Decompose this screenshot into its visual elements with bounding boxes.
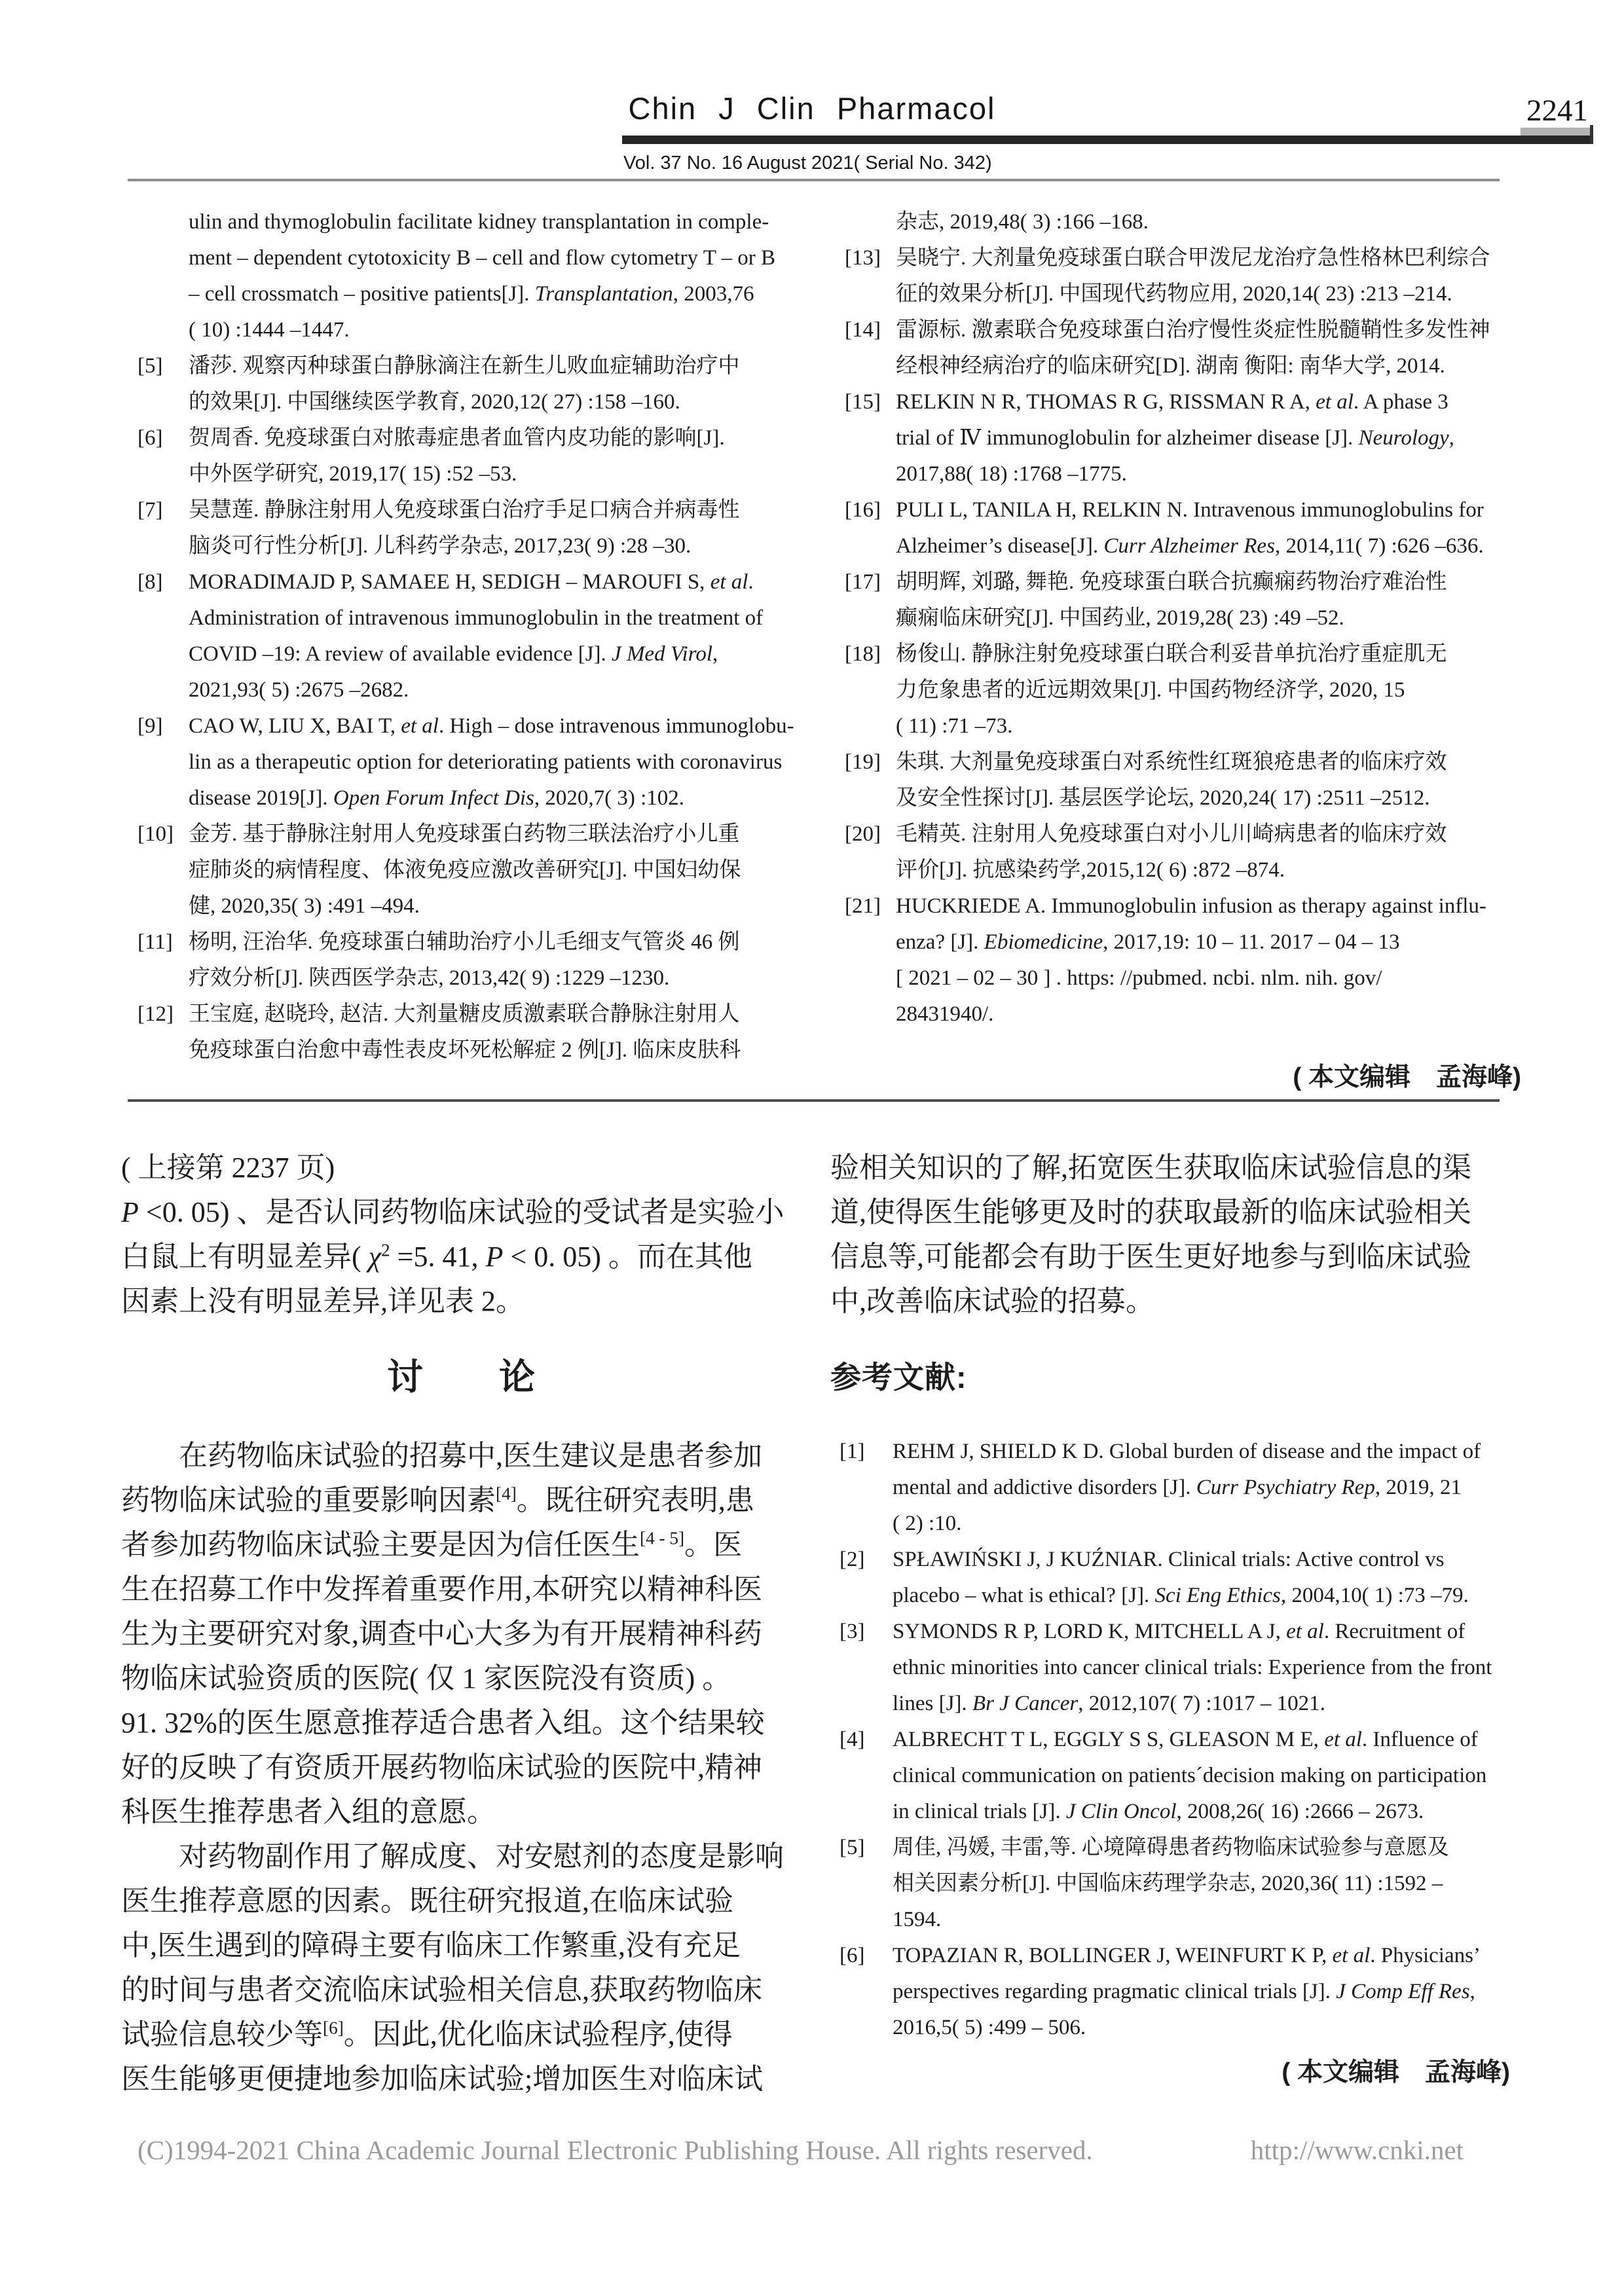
reference-line: 金芳. 基于静脉注射用人免疫球蛋白药物三联法治疗小儿重: [189, 822, 740, 846]
reference-line: MORADIMAJD P, SAMAEE H, SEDIGH – MAROUFI S, et al.: [189, 570, 754, 594]
reference-line: 1594.: [893, 1908, 942, 1931]
text-line: 因素上没有明显差异,详见表 2。: [121, 1285, 525, 1317]
reference-number: [18]: [845, 642, 881, 666]
reference-number: [4]: [840, 1728, 865, 1751]
discussion-text-continued: [830, 1146, 1511, 1324]
reference-entry: [830, 1542, 1511, 1614]
reference-entry: [838, 204, 1522, 240]
reference-line: 健, 2020,35( 3) :491 –494.: [189, 894, 420, 918]
reference-line: 力危象患者的近远期效果[J]. 中国药物经济学, 2020, 15: [896, 678, 1405, 702]
reference-line: lines [J]. Br J Cancer, 2012,107( 7) :1017 – 1021.: [893, 1692, 1325, 1715]
header-rule: [128, 179, 1500, 181]
reference-line: 王宝庭, 赵晓玲, 赵洁. 大剂量糖皮质激素联合静脉注射用人: [189, 1002, 740, 1026]
references-left-column: [131, 204, 796, 1068]
reference-number: [1]: [840, 1440, 865, 1463]
reference-number: [10]: [138, 822, 174, 846]
reference-entry: [838, 240, 1522, 312]
header-gray-chip: [1521, 128, 1590, 136]
reference-number: [16]: [845, 498, 881, 522]
reference-line: lin as a therapeutic option for deteriorating patients with coronavirus: [189, 750, 783, 774]
reference-entry: [131, 816, 796, 924]
reference-entry: [838, 888, 1522, 1032]
reference-line: RELKIN N R, THOMAS R G, RISSMAN R A, et al. A phase 3: [896, 390, 1449, 414]
reference-line: enza? [J]. Ebiomedicine, 2017,19: 10 – 11. 2017 – 04 – 13: [896, 930, 1400, 954]
text-line: 者参加药物临床试验主要是因为信任医生[4 - 5]。医: [121, 1528, 743, 1561]
reference-line: 吴晓宁. 大剂量免疫球蛋白联合甲泼尼龙治疗急性格林巴利综合: [896, 246, 1490, 270]
reference-line: trial of Ⅳ immunoglobulin for alzheimer disease [J]. Neurology,: [896, 426, 1454, 450]
reference-line: SPŁAWIŃSKI J, J KUŹNIAR. Clinical trials: Active control vs: [893, 1548, 1445, 1571]
reference-line: 免疫球蛋白治愈中毒性表皮坏死松解症 2 例[J]. 临床皮肤科: [189, 1038, 741, 1062]
reference-line: HUCKRIEDE A. Immunoglobulin infusion as therapy against influ-: [896, 894, 1486, 918]
reference-line: mental and addictive disorders [J]. Curr Psychiatry Rep, 2019, 21: [893, 1476, 1462, 1499]
reference-line: ( 2) :10.: [893, 1512, 962, 1535]
reference-entry: [131, 492, 796, 564]
reference-line: SYMONDS R P, LORD K, MITCHELL A J, et al. Recruitment of: [893, 1620, 1466, 1643]
text-line: 对药物副作用了解成度、对安慰剂的态度是影响: [121, 1840, 784, 1872]
text-line: 好的反映了有资质开展药物临床试验的医院中,精神: [121, 1751, 762, 1783]
reference-entry: [838, 564, 1522, 636]
reference-line: perspectives regarding pragmatic clinical trials [J]. J Comp Eff Res,: [893, 1980, 1475, 2003]
reference-line: 雷源标. 激素联合免疫球蛋白治疗慢性炎症性脱髓鞘性多发性神: [896, 318, 1490, 342]
reference-entry: [830, 1614, 1511, 1722]
reference-line: [ 2021 – 02 – 30 ] . https: //pubmed. ncbi. nlm. nih. gov/: [896, 966, 1382, 990]
reference-number: [5]: [138, 354, 163, 378]
reference-entry: [830, 1722, 1511, 1830]
reference-entry: [838, 384, 1522, 492]
continued-from-note: ( 上接第 2237 页): [121, 1152, 335, 1184]
reference-number: [15]: [845, 390, 881, 414]
reference-number: [8]: [138, 570, 163, 594]
reference-number: [7]: [138, 498, 163, 522]
reference-entry: [838, 816, 1522, 888]
text-line: 91. 32%的医生愿意推荐适合患者入组。这个结果较: [121, 1707, 765, 1739]
text-line: 医生能够更便捷地参加临床试验;增加医生对临床试: [121, 2063, 764, 2095]
header-black-bar: [622, 136, 1593, 144]
reference-line: 朱琪. 大剂量免疫球蛋白对系统性红斑狼疮患者的临床疗效: [896, 750, 1447, 774]
reference-number: [20]: [845, 822, 881, 846]
reference-line: 2021,93( 5) :2675 –2682.: [189, 678, 409, 702]
reference-line: 征的效果分析[J]. 中国现代药物应用, 2020,14( 23) :213 –214.: [896, 282, 1452, 306]
copyright-footer: [138, 2134, 1464, 2166]
references-list: [838, 204, 1522, 1032]
reference-number: [6]: [138, 426, 163, 450]
reference-line: COVID –19: A review of available evidence [J]. J Med Virol,: [189, 642, 718, 666]
reference-number: [21]: [845, 894, 881, 918]
section-divider-rule: [128, 1099, 1500, 1102]
article-references-list: [830, 1434, 1511, 2046]
reference-line: in clinical trials [J]. J Clin Oncol, 2008,26( 16) :2666 – 2673.: [893, 1800, 1424, 1823]
text-line: P <0. 05) 、是否认同药物临床试验的受试者是实验小: [121, 1196, 784, 1228]
reference-line: 胡明辉, 刘璐, 舞艳. 免疫球蛋白联合抗癫痫药物治疗难治性: [896, 570, 1447, 594]
reference-line: 症肺炎的病情程度、体液免疫应激改善研究[J]. 中国妇幼保: [189, 858, 741, 882]
reference-line: CAO W, LIU X, BAI T, et al. High – dose intravenous immunoglobu-: [189, 714, 794, 738]
text-line: 药物临床试验的重要影响因素[4]。既往研究表明,患: [121, 1484, 754, 1516]
cnki-url: http://www.cnki.net: [1250, 2135, 1464, 2165]
reference-line: PULI L, TANILA H, RELKIN N. Intravenous immunoglobulins for: [896, 498, 1484, 522]
reference-line: 及安全性探讨[J]. 基层医学论坛, 2020,24( 17) :2511 –2512.: [896, 786, 1430, 810]
reference-line: placebo – what is ethical? [J]. Sci Eng Ethics, 2004,10( 1) :73 –79.: [893, 1584, 1469, 1607]
reference-line: 吴慧莲. 静脉注射用人免疫球蛋白治疗手足口病合并病毒性: [189, 498, 740, 522]
reference-entry: [830, 1830, 1511, 1938]
text-line: 医生推荐意愿的因素。既往研究报道,在临床试验: [121, 1885, 733, 1917]
reference-entry: [838, 744, 1522, 816]
reference-line: – cell crossmatch – positive patients[J]. Transplantation, 2003,76: [189, 282, 754, 306]
reference-line: 疗效分析[J]. 陕西医学杂志, 2013,42( 9) :1229 –1230.: [189, 966, 670, 990]
reference-entry: [830, 1938, 1511, 2046]
text-line: 道,使得医生能够更及时的获取最新的临床试验相关: [830, 1196, 1471, 1228]
reference-entry: [131, 996, 796, 1068]
reference-line: 癫痫临床研究[J]. 中国药业, 2019,28( 23) :49 –52.: [896, 606, 1344, 630]
reference-number: [17]: [845, 570, 881, 594]
text-line: 物临床试验资质的医院( 仅 1 家医院没有资质) 。: [121, 1662, 731, 1694]
discussion-text: [121, 1434, 802, 2102]
text-line: 的时间与患者交流临床试验相关信息,获取药物临床: [121, 1974, 762, 2006]
reference-line: 杨明, 汪治华. 免疫球蛋白辅助治疗小儿毛细支气管炎 46 例: [189, 930, 740, 954]
reference-entry: [838, 312, 1522, 384]
reference-line: 经根神经病治疗的临床研究[D]. 湖南 衡阳: 南华大学, 2014.: [896, 354, 1445, 378]
text-line: 白鼠上有明显差异( $\chi^2 =5$. 41, P < 0. 05) 。而在其他: [121, 1240, 752, 1273]
reference-number: [2]: [840, 1548, 865, 1571]
article-right-column: [830, 1146, 1511, 2089]
reference-line: 潘莎. 观察丙种球蛋白静脉滴注在新生儿败血症辅助治疗中: [189, 354, 740, 378]
reference-number: [6]: [840, 1944, 865, 1967]
reference-number: [14]: [845, 318, 881, 342]
text-line: 中,改善临床试验的招募。: [830, 1285, 1154, 1317]
reference-entry: [830, 1434, 1511, 1542]
reference-number: [3]: [840, 1620, 865, 1643]
reference-number: [12]: [138, 1002, 174, 1026]
article-left-column: [121, 1146, 802, 2102]
reference-line: ( 10) :1444 –1447.: [189, 318, 350, 342]
copyright-text: (C)1994-2021 China Academic Journal Electronic Publishing House. All rights reserved.: [138, 2135, 1093, 2165]
reference-line: 评价[J]. 抗感染药学,2015,12( 6) :872 –874.: [896, 858, 1285, 882]
references-heading: 参考文献:: [830, 1360, 967, 1394]
reference-line: ulin and thymoglobulin facilitate kidney transplantation in comple-: [189, 210, 769, 234]
reference-entry: [838, 636, 1522, 744]
editor-note: ( 本文编辑 孟海峰): [1282, 2058, 1510, 2086]
discussion-heading: 讨 论: [386, 1357, 536, 1397]
reference-line: 28431940/.: [896, 1002, 994, 1026]
reference-line: ( 11) :71 –73.: [896, 714, 1013, 738]
text-line: 验相关知识的了解,拓宽医生获取临床试验信息的渠: [830, 1152, 1471, 1184]
reference-line: 毛精英. 注射用人免疫球蛋白对小儿川崎病患者的临床疗效: [896, 822, 1447, 846]
reference-line: ment – dependent cytotoxicity B – cell and flow cytometry T – or B: [189, 246, 776, 270]
reference-line: 中外医学研究, 2019,17( 15) :52 –53.: [189, 462, 517, 486]
reference-line: 周佳, 冯媛, 丰雷,等. 心境障碍患者药物临床试验参与意愿及: [893, 1836, 1449, 1859]
reference-line: 杂志, 2019,48( 3) :166 –168.: [896, 210, 1149, 234]
reference-number: [13]: [845, 246, 881, 270]
reference-line: ethnic minorities into cancer clinical trials: Experience from the front: [893, 1656, 1492, 1679]
page-number: 2241: [1526, 94, 1588, 128]
text-line: 试验信息较少等[6]。因此,优化临床试验程序,使得: [121, 2018, 733, 2050]
reference-line: 贺周香. 免疫球蛋白对脓毒症患者血管内皮功能的影响[J].: [189, 426, 725, 450]
reference-line: 杨俊山. 静脉注射免疫球蛋白联合利妥昔单抗治疗重症肌无: [896, 642, 1447, 666]
text-line: 生在招募工作中发挥着重要作用,本研究以精神科医: [121, 1573, 762, 1605]
text-line: 中,医生遇到的障碍主要有临床工作繁重,没有充足: [121, 1929, 741, 1961]
reference-number: [19]: [845, 750, 881, 774]
reference-line: 2016,5( 5) :499 – 506.: [893, 2016, 1086, 2039]
reference-line: 2017,88( 18) :1768 –1775.: [896, 462, 1127, 486]
reference-number: [11]: [138, 930, 173, 954]
reference-entry: [131, 924, 796, 996]
reference-entry: [838, 492, 1522, 564]
reference-line: 相关因素分析[J]. 中国临床药理学杂志, 2020,36( 11) :1592 –: [893, 1872, 1443, 1895]
reference-entry: [131, 204, 796, 348]
reference-entry: [131, 420, 796, 492]
reference-line: TOPAZIAN R, BOLLINGER J, WEINFURT K P, et al. Physicians’: [893, 1944, 1481, 1967]
header-bar-tick: [1590, 125, 1593, 144]
reference-number: [5]: [840, 1836, 865, 1859]
reference-entry: [131, 348, 796, 420]
reference-line: Administration of intravenous immunoglobulin in the treatment of: [189, 606, 764, 630]
reference-entry: [131, 708, 796, 816]
volume-issue-line: Vol. 37 No. 16 August 2021( Serial No. 342): [623, 153, 992, 173]
text-line: 在药物临床试验的招募中,医生建议是患者参加: [121, 1440, 762, 1472]
lead-paragraph: [121, 1190, 802, 1324]
reference-line: 脑炎可行性分析[J]. 儿科药学杂志, 2017,23( 9) :28 –30.: [189, 534, 692, 558]
reference-line: 的效果[J]. 中国继续医学教育, 2020,12( 27) :158 –160.: [189, 390, 680, 414]
references-right-column: [838, 204, 1522, 1094]
text-line: 信息等,可能都会有助于医生更好地参与到临床试验: [830, 1241, 1471, 1273]
text-line: 科医生推荐患者入组的意愿。: [121, 1796, 496, 1828]
reference-number: [9]: [138, 714, 163, 738]
reference-line: ALBRECHT T L, EGGLY S S, GLEASON M E, et al. Influence of: [893, 1728, 1478, 1751]
journal-title: Chin J Clin Pharmacol: [628, 91, 996, 126]
reference-line: disease 2019[J]. Open Forum Infect Dis, 2020,7( 3) :102.: [189, 786, 685, 810]
reference-line: Alzheimer’s disease[J]. Curr Alzheimer Res, 2014,11( 7) :626 –636.: [896, 534, 1484, 558]
reference-line: clinical communication on patients´decision making on participation: [893, 1764, 1487, 1787]
reference-entry: [131, 564, 796, 708]
editor-note: ( 本文编辑 孟海峰): [1293, 1063, 1521, 1091]
text-line: 生为主要研究对象,调查中心大多为有开展精神科药: [121, 1618, 762, 1650]
reference-line: REHM J, SHIELD K D. Global burden of disease and the impact of: [893, 1440, 1481, 1463]
